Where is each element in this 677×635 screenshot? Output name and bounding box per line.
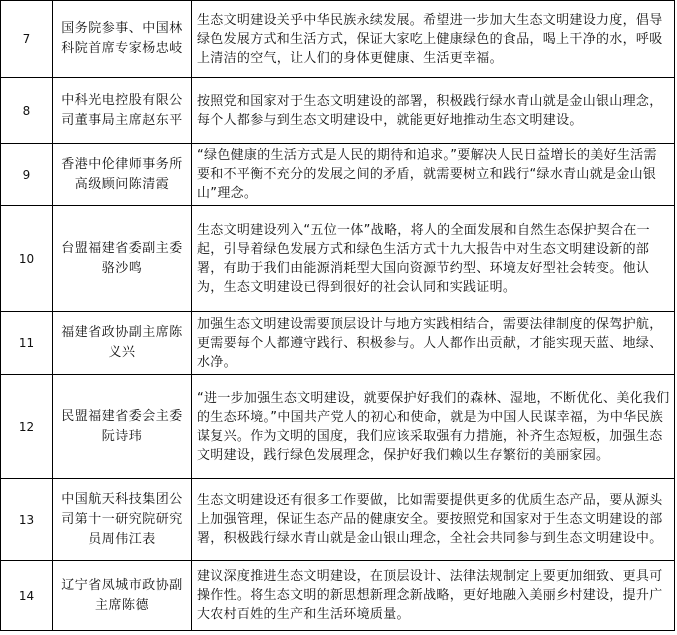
row-number: 12 — [1, 375, 53, 479]
person-name-title: 国务院参事、中国林科院首席专家杨忠岐 — [53, 1, 192, 78]
row-number: 8 — [1, 78, 53, 144]
table-row — [1, 144, 675, 206]
row-number: 11 — [1, 312, 53, 375]
opinion-text: 按照党和国家对于生态文明建设的部署，积极践行绿水青山就是金山银山理念，每个人都参与到生态文明建设中，就能更好地推动生态文明建设。 — [192, 78, 675, 144]
table-row — [1, 561, 675, 631]
table-row — [1, 78, 675, 144]
person-name-title: 香港中伦律师事务所高级顾问陈清霞 — [53, 144, 192, 206]
person-name-title: 民盟福建省委会主委阮诗玮 — [53, 375, 192, 479]
table-row — [1, 479, 675, 561]
opinion-text: 生态文明建设列入“五位一体”战略，将人的全面发展和自然生态保护契合在一起，引导着绿色发展方式和绿色生活方式十九大报告中对生态文明建设新的部署，有助于我们由能源消耗型大国向资源节约型、环境友好型社会转变。他认为，生态文明建设已得到很好的社会认同和实践证明。 — [192, 206, 675, 312]
row-number: 13 — [1, 479, 53, 561]
person-name-title: 辽宁省凤城市政协副主席陈德 — [53, 561, 192, 631]
row-number: 9 — [1, 144, 53, 206]
person-name-title: 台盟福建省委副主委骆沙鸣 — [53, 206, 192, 312]
person-name-title: 福建省政协副主席陈义兴 — [53, 312, 192, 375]
opinion-text: 加强生态文明建设需要顶层设计与地方实践相结合，需要法律制度的保驾护航，更需要每个人都遵守践行、积极参与。人人都作出贡献，才能实现天蓝、地绿、水净。 — [192, 312, 675, 375]
opinion-text: 生态文明建设还有很多工作要做，比如需要提供更多的优质生态产品，要从源头上加强管理，保证生态产品的健康安全。要按照党和国家对于生态文明建设的部署，积极践行绿水青山就是金山银山理念，全社会共同参与到生态文明建设中。 — [192, 479, 675, 561]
opinion-text: 建议深度推进生态文明建设，在顶层设计、法律法规制定上要更加细致、更具可操作性。将生态文明的新思想新理念新战略，更好地融入美丽乡村建设，提升广大农村百姓的生产和生活环境质量。 — [192, 561, 675, 631]
row-number: 10 — [1, 206, 53, 312]
opinion-text: “绿色健康的生活方式是人民的期待和追求。”要解决人民日益增长的美好生活需要和不平衡不充分的发展之间的矛盾，就需要树立和践行“绿水青山就是金山银山”理念。 — [192, 144, 675, 206]
table-row — [1, 312, 675, 375]
table-row — [1, 1, 675, 78]
row-number: 7 — [1, 1, 53, 78]
table-body — [1, 1, 675, 631]
opinion-text: “进一步加强生态文明建设，就要保护好我们的森林、湿地，不断优化、美化我们的生态环境。”中国共产党人的初心和使命，就是为中国人民谋幸福，为中华民族谋复兴。作为文明的国度，我们应该采取强有力措施，补齐生态短板，加强生态文明建设，践行绿色发展理念，保护好我们赖以生存繁衍的美丽家园。 — [192, 375, 675, 479]
opinion-text: 生态文明建设关乎中华民族永续发展。希望进一步加大生态文明建设力度，倡导绿色发展方式和生活方式，保证大家吃上健康绿色的食品，喝上干净的水，呼吸上清洁的空气，让人们的身体更健康、生活更幸福。 — [192, 1, 675, 78]
table-row — [1, 206, 675, 312]
person-name-title: 中科光电控股有限公司董事局主席赵东平 — [53, 78, 192, 144]
row-number: 14 — [1, 561, 53, 631]
person-name-title: 中国航天科技集团公司第十一研究院研究员周伟江表 — [53, 479, 192, 561]
table-row — [1, 375, 675, 479]
